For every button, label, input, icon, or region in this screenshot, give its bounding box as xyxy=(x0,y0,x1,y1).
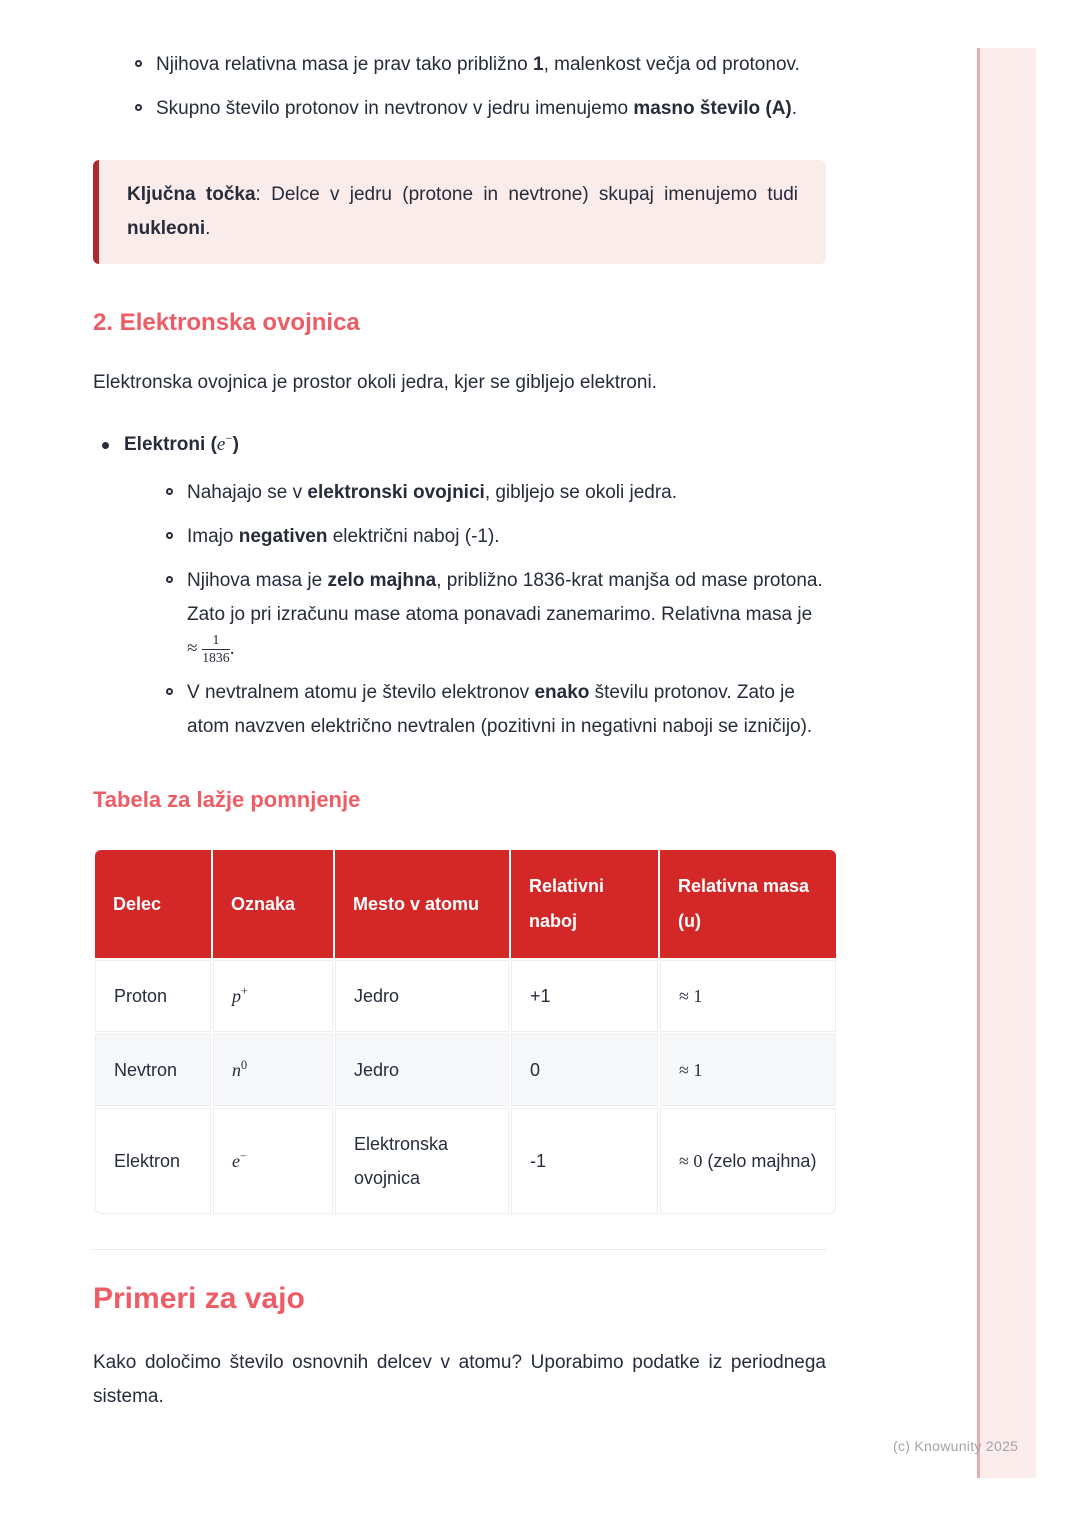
section-heading-elektronska-ovojnica: 2. Elektronska ovojnica xyxy=(93,309,360,336)
cell-delec: Elektron xyxy=(95,1108,211,1214)
table-row-proton xyxy=(95,960,836,1032)
table-header-row xyxy=(95,850,836,958)
column-header-delec: Delec xyxy=(95,850,211,958)
electrons-heading: Elektroni (e−) xyxy=(124,430,239,455)
bullet-text: Imajo negativen električni naboj (-1). xyxy=(187,526,500,547)
circle-bullet-icon xyxy=(166,576,173,583)
list-item xyxy=(93,428,826,744)
circle-bullet-icon xyxy=(135,104,142,111)
cell-masa: ≈ 0 (zelo majhna) xyxy=(660,1108,836,1214)
table-body xyxy=(95,960,836,1214)
table-row-nevtron xyxy=(95,1034,836,1106)
circle-bullet-icon xyxy=(166,688,173,695)
cell-oznaka: p+ xyxy=(213,960,333,1032)
practice-intro-paragraph: Kako določimo število osnovnih delcev v atomu? Uporabimo podatke iz periodnega sistema. xyxy=(93,1352,826,1407)
bullet-text: V nevtralnem atomu je število elektronov enako številu protonov. Zato je atom navzven električno nevtralen (pozitivni in negativni naboji se izničijo). xyxy=(187,682,813,737)
cell-naboj: +1 xyxy=(511,960,658,1032)
bullet-text: Njihova masa je zelo majhna, približno 1836-krat manjša od mase protona. Zato jo pri izračunu mase atoma ponavadi zanemarimo. Relativna masa je ≈ $\frac{1}{1836}$ . xyxy=(187,570,823,665)
cell-mesto: Elektronska ovojnica xyxy=(335,1108,509,1214)
table-row-elektron xyxy=(95,1108,836,1214)
cell-oznaka: e− xyxy=(213,1108,333,1214)
circle-bullet-icon xyxy=(166,488,173,495)
particles-table xyxy=(93,848,838,1216)
column-header-naboj: Relativni naboj xyxy=(511,850,658,958)
section-divider xyxy=(93,1249,826,1250)
cell-masa: ≈ 1 xyxy=(660,1034,836,1106)
list-item xyxy=(124,676,826,744)
circle-bullet-icon xyxy=(166,532,173,539)
list-item xyxy=(124,520,826,554)
document-content xyxy=(93,0,826,1414)
bullet-text: Nahajajo se v elektronski ovojnici, gibljejo se okoli jedra. xyxy=(187,482,678,503)
circle-bullet-icon xyxy=(135,60,142,67)
bullet-text: Njihova relativna masa je prav tako približno 1, malenkost večja od protonov. xyxy=(156,54,800,75)
keypoint-callout xyxy=(93,160,826,264)
list-item xyxy=(93,48,826,82)
column-header-mesto: Mesto v atomu xyxy=(335,850,509,958)
cell-delec: Proton xyxy=(95,960,211,1032)
cell-mesto: Jedro xyxy=(335,960,509,1032)
list-item xyxy=(93,92,826,126)
intro-bullet-list xyxy=(93,48,826,126)
table-section-heading: Tabela za lažje pomnjenje xyxy=(93,787,361,812)
cell-oznaka: $n^0$ xyxy=(213,1034,333,1106)
cell-masa: ≈ 1 xyxy=(660,960,836,1032)
cell-mesto: Jedro xyxy=(335,1034,509,1106)
column-header-oznaka: Oznaka xyxy=(213,850,333,958)
electrons-sub-list xyxy=(124,476,826,744)
cell-naboj: 0 xyxy=(511,1034,658,1106)
keypoint-text: Ključna točka: Delce v jedru (protone in nevtrone) skupaj imenujemo tudi nukleoni. xyxy=(127,184,798,239)
page-edge-highlight-bar xyxy=(977,48,1036,1478)
cell-delec: Nevtron xyxy=(95,1034,211,1106)
list-item xyxy=(124,564,826,666)
column-header-masa: Relativna masa (u) xyxy=(660,850,836,958)
cell-naboj: -1 xyxy=(511,1108,658,1214)
electrons-bullet-list xyxy=(93,428,826,744)
practice-heading: Primeri za vajo xyxy=(93,1282,305,1315)
disc-bullet-icon xyxy=(102,442,109,449)
list-item xyxy=(124,476,826,510)
section-intro-paragraph: Elektronska ovojnica je prostor okoli jedra, kjer se gibljejo elektroni. xyxy=(93,372,657,393)
watermark: (c) Knowunity 2025 xyxy=(893,1438,1019,1454)
bullet-text: Skupno število protonov in nevtronov v jedru imenujemo masno število (A). xyxy=(156,98,798,119)
table-header xyxy=(95,850,836,958)
